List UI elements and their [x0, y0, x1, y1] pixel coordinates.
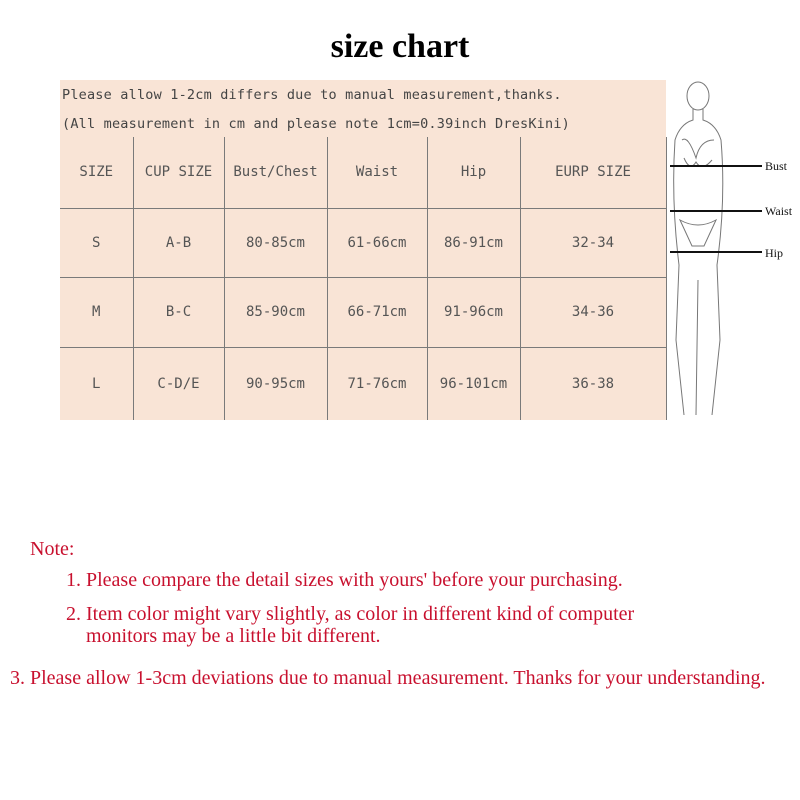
note-title: Note:: [30, 538, 75, 560]
table-row: [60, 277, 666, 347]
table-cell: 86-91cm: [427, 208, 520, 277]
table-header-row: [60, 137, 666, 208]
intro-line-2: (All measurement in cm and please note 1cm=0.39inch DresKini): [62, 116, 570, 132]
table-cell: 96-101cm: [427, 347, 520, 420]
header-cup-size: CUP SIZE: [133, 137, 224, 208]
table-cell: A-B: [133, 208, 224, 277]
table-cell: 90-95cm: [224, 347, 327, 420]
header-hip: Hip: [427, 137, 520, 208]
table-cell: L: [60, 347, 133, 420]
table-cell: S: [60, 208, 133, 277]
bikini-top-outline: [682, 139, 714, 166]
table-cell: M: [60, 277, 133, 347]
table-cell: 85-90cm: [224, 277, 327, 347]
table-cell: 71-76cm: [327, 347, 427, 420]
bust-label: Bust: [765, 159, 788, 173]
body-outline: [674, 109, 723, 415]
table-cell: 34-36: [520, 277, 666, 347]
table-row: [60, 208, 666, 277]
table-cell: 91-96cm: [427, 277, 520, 347]
note-2-line-1: 2. Item color might vary slightly, as color in different kind of computer: [66, 603, 635, 625]
table-cell: 66-71cm: [327, 277, 427, 347]
table-row: [60, 347, 666, 420]
header-eurp-size: EURP SIZE: [520, 137, 666, 208]
header-waist: Waist: [327, 137, 427, 208]
waist-label: Waist: [765, 204, 793, 218]
table-cell: C-D/E: [133, 347, 224, 420]
table-cell: 36-38: [520, 347, 666, 420]
table-cell: 61-66cm: [327, 208, 427, 277]
header-size: SIZE: [60, 137, 133, 208]
hip-label: Hip: [765, 246, 783, 260]
table-cell: 32-34: [520, 208, 666, 277]
bikini-bottom-outline: [680, 220, 716, 246]
head-outline: [687, 82, 709, 110]
table-cell: B-C: [133, 277, 224, 347]
body-measurement-figure: [666, 80, 800, 420]
size-table: [60, 137, 667, 420]
note-2-line-2: monitors may be a little bit different.: [86, 625, 381, 647]
header-bust-chest: Bust/Chest: [224, 137, 327, 208]
page-title: size chart: [330, 28, 470, 65]
intro-line-1: Please allow 1-2cm differs due to manual measurement,thanks.: [62, 87, 562, 103]
size-chart-panel: [60, 80, 666, 420]
note-3: 3. Please allow 1-3cm deviations due to manual measurement. Thanks for your understanding.: [10, 667, 766, 689]
note-1: 1. Please compare the detail sizes with yours' before your purchasing.: [66, 569, 623, 591]
table-cell: 80-85cm: [224, 208, 327, 277]
